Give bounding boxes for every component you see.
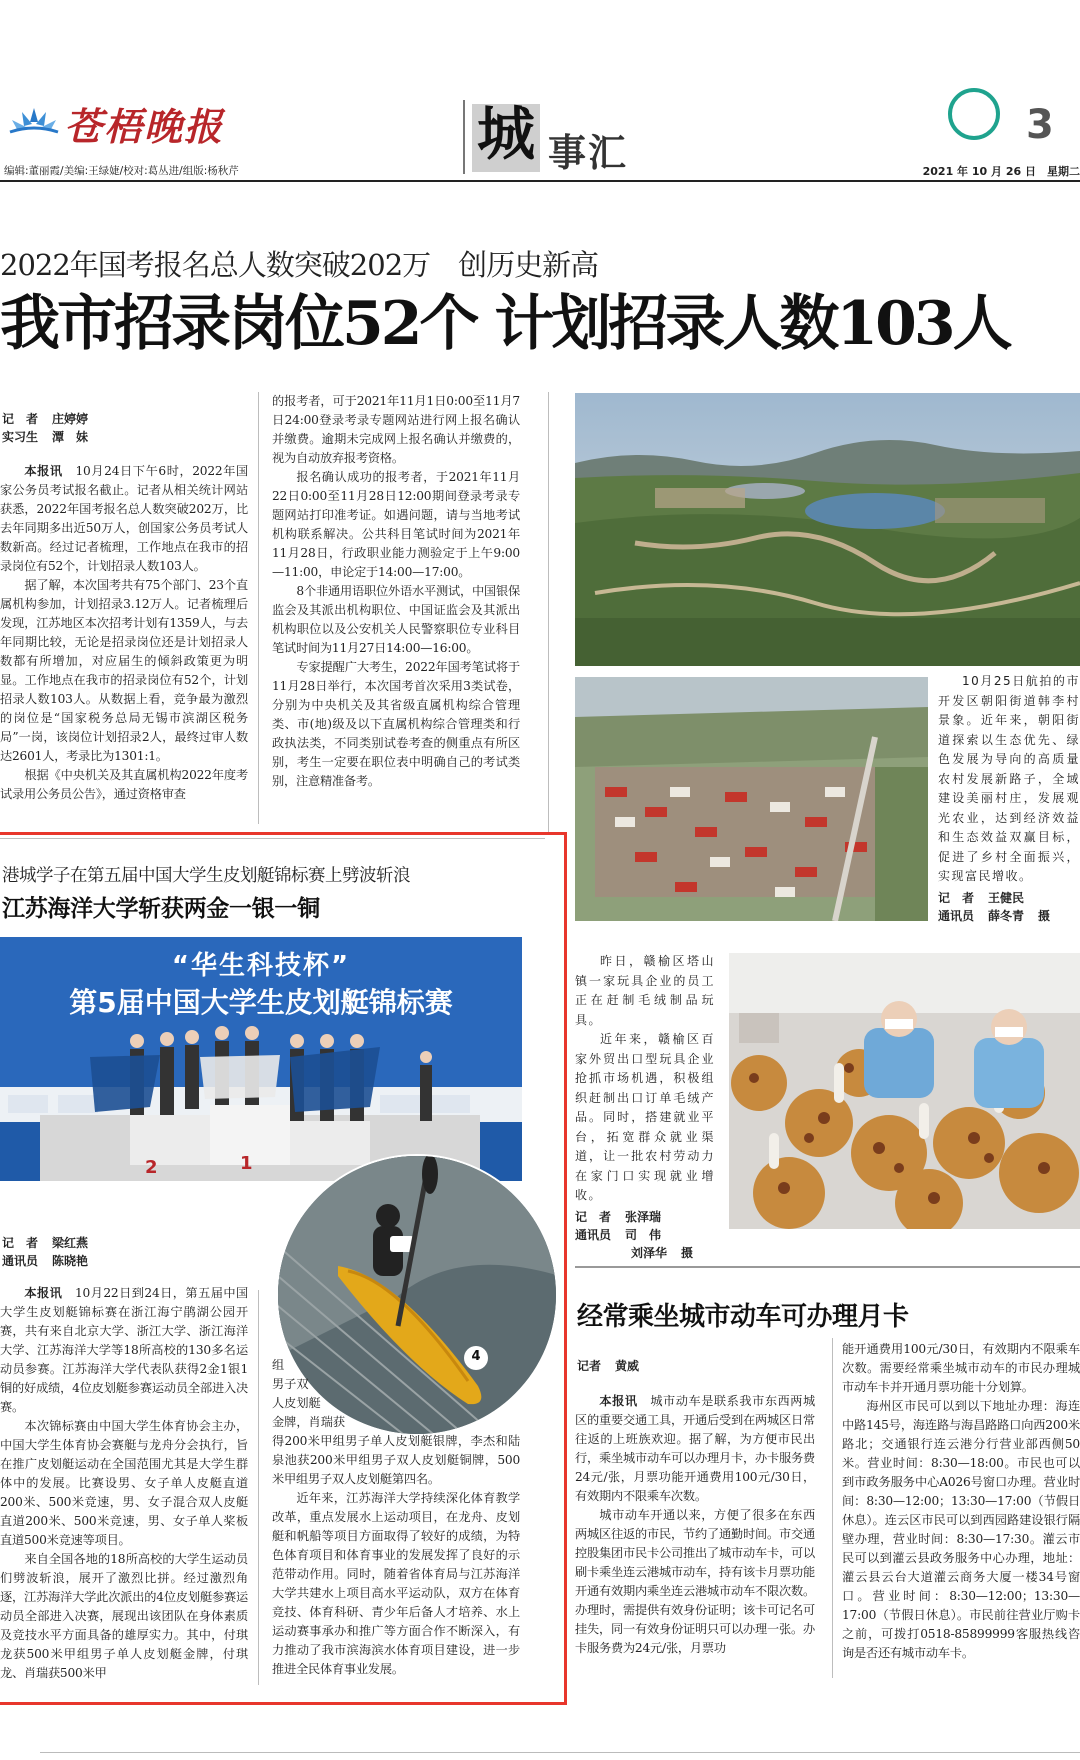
section-small: 事汇	[548, 130, 629, 175]
train-col2-para-1: 能开通费用100元/30日，有效期内不限乘车次数。需要经常乘坐城市动车的市民办理城市动车卡并开通月票功能十分划算。	[842, 1342, 1080, 1394]
award-ceremony-photo	[0, 937, 522, 1181]
sports-wrap-line-4: 金牌，肖瑞获	[272, 1415, 346, 1429]
lead-col2	[272, 392, 520, 791]
sports-wrap-line-3: 人皮划艇	[272, 1396, 321, 1410]
photo2-credit-reporter: 记 者 张泽瑞	[575, 1209, 662, 1224]
train-col2-para-2: 海州区市民可以到以下地址办理：海连中路145号，海连路与海昌路路口向西200米路北；交通银行连云港分行营业部西侧50米。营业时间：8:30—18:00。市民也可以到市政务服务中心A026号窗口办理。营业时间：8:30—12:00；13:30—17:00（节假日休息）。连云区市民可以到西园路建设银行隔壁办理，营业时间：8:30—17:30。灌云市民可以到灌云县政务服务中心办理，地址：灌云县云台大道灌云商务大厦一楼34号窗口。营业时间：8:30—12:00；13:30—17:00（节假日休息）。市民前往营业厅购卡之前，可拨打0518-85899999客服热线咨询是否还有城市动车卡。	[842, 1399, 1080, 1660]
lead-credit-intern: 实习生 潭 妹	[2, 430, 89, 444]
sports-subhead: 港城学子在第五届中国大学生皮划艇锦标赛上劈波斩浪	[2, 866, 410, 886]
boat-number: 4	[471, 1349, 481, 1364]
train-top-rule	[575, 1266, 1080, 1268]
banner-title-2: 第5届中国大学生皮划艇锦标赛	[69, 986, 453, 1019]
sports-wrap-line-1: 组	[272, 1358, 285, 1372]
column-rule-sports	[258, 1290, 259, 1685]
page-number: 3	[1026, 102, 1054, 148]
banner-title-1: “华生科技杯”	[171, 951, 351, 981]
photo1-caption-block	[938, 672, 1080, 925]
photo1-credit-correspondent: 通讯员 薛冬青 摄	[938, 908, 1051, 923]
section-divider-left	[463, 100, 465, 174]
lead-col1-para-2: 据了解，本次国考共有75个部门、23个直属机构参加，计划招录3.12万人。记者梳理后发现，江苏地区本次招考计划有1359人，与去年同期比较，无论是招录岗位还是计划招录人数都有所增加，对应届生的倾斜政策更为明显。工作地点在我市的招录岗位有52个，计划招录人数103人。从数据上看，竞争最为激烈的岗位是“国家税务总局无锡市滨湖区税务局”一岗，该岗位计划招录2人，最终过审人数达2601人，考录比为1301:1。	[0, 578, 248, 763]
train-credit: 记者 黄威	[577, 1359, 640, 1373]
sports-credit-reporter: 记 者 梁红燕	[2, 1236, 89, 1250]
lead-col1-para-1: 本报讯 10月24日下午6时，2022年国家公务员考试报名截止。记者从相关统计网站获悉，2022年国考报名总人数突破202万，比去年同期多出近50万人，创国家公务员考试人数新高。经过记者梳理，工作地点在我市的招录岗位有52个，计划招录人数103人。	[0, 464, 248, 573]
lead-col1	[0, 462, 248, 804]
photo2-credit-photographer: 刘泽华 摄	[631, 1245, 694, 1260]
podium-1-number: 1	[240, 1153, 253, 1174]
masthead	[0, 0, 1080, 185]
masthead-rule	[0, 180, 1080, 182]
issue-date: 2021 年 10 月 26 日 星期二	[922, 165, 1080, 178]
column-rule-2	[548, 392, 549, 832]
staff-line: 编辑:董丽霞/美编:王绿婕/校对:葛丛进/组版:杨秋芹	[4, 165, 239, 177]
sports-col1-para-2: 本次锦标赛由中国大学生体育协会主办，中国大学生体育协会赛艇与龙舟分会执行，旨在推广皮划艇运动在全国范围尤其是大学生群体中的发展。比赛设男、女子单人皮艇直道200米、500米竞速，男、女子混合双人皮艇直道200米、500米竞速，男、女子单人桨板直道500米竞速等项目。	[0, 1419, 248, 1547]
sports-credit-correspondent: 通讯员 陈晓艳	[2, 1254, 89, 1268]
sports-credits	[2, 1234, 242, 1270]
lead-col2-para-1: 的报考者，可于2021年11月1日0:00至11月7日24:00登录考录专题网站进行网上报名确认并缴费。逾期未完成网上报名确认并缴费的，视为自动放弃报考资格。	[272, 394, 520, 465]
page-bottom-rule	[40, 1752, 1080, 1753]
photo2-caption-p2: 近年来，赣榆区百家外贸出口型玩具企业抢抓市场机遇，积极组织赶制出口订单毛绒产品。同时，搭建就业平台，拓宽群众就业渠道，让一批农村劳动力在家门口实现就业增收。	[575, 1032, 715, 1202]
lead-col2-para-2: 报名确认成功的报考者，于2021年11月22日0:00至11月28日12:00期间登录考录专题网站打印准考证。如遇问题，请与当地考试机构联系解决。公共科目笔试时间为2021年11月28日，行政职业能力测验定于上午9:00—11:00，申论定于14:00—17:00。	[272, 470, 520, 579]
lead-col1-para-3: 根据《中央机关及其直属机构2022年度考试录用公务员公告》，通过资格审查	[0, 768, 248, 801]
column-rule-1	[258, 392, 259, 824]
photo1-caption: 10月25日航拍的市开发区朝阳街道韩李村景象。近年来，朝阳街道探索以生态优先、绿色发展为导向的高质量农村发展新路子，全域建设美丽村庄，发展观光农业，达到经济效益和生态效益双赢目标，促进了乡村全面振兴，实现富民增收。	[938, 674, 1080, 883]
toy-factory-photo	[729, 953, 1080, 1229]
lead-col2-para-4: 专家提醒广大考生，2022年国考笔试将于11月28日举行，本次国考首次采用3类试卷，分别为中央机关及其省级直属机构综合管理类、市(地)级及以下直属机构综合管理类和行政执法类，不同类别试卷考查的侧重点有所区别，考生一定要在职位表中明确自己的考试类别，注意精准备考。	[272, 660, 520, 788]
train-col1-para-2: 城市动车开通以来，方便了很多在东西两城区往返的市民，节约了通勤时间。市交通控股集团市民卡公司推出了城市动车卡，可以刷卡乘坐连云港城市动车，持有该卡月票功能开通有效期内乘坐连云港城市动车不限次数。办理时，需提供有效身份证明；该卡可记名可挂失，同一有效身份证明只可以办理一张。办卡服务费为24元/张，月票功	[575, 1508, 815, 1655]
aerial-lake-photo	[575, 393, 1080, 666]
sports-col1-para-3: 来自全国各地的18所高校的大学生运动员们劈波斩浪，展开了激烈比拼。经过激烈角逐，江苏海洋大学此次派出的4位皮划艇参赛运动员全部进入决赛，展现出该团队在身体素质及竞技水平方面具备的雄厚实力。其中，付琪龙获500米甲组男子单人皮划艇金牌，付琪龙、肖瑞获500米甲	[0, 1552, 248, 1680]
sports-col1	[0, 1284, 248, 1683]
sports-col2	[272, 1432, 520, 1679]
podium-2-number: 2	[145, 1157, 158, 1178]
aerial-lake-image	[575, 393, 1080, 666]
teal-circle-icon	[948, 88, 1000, 140]
sports-col2-para-1: 得200米甲组男子单人皮划艇银牌，李杰和陆泉池获200米甲组男子双人皮划艇铜牌，500米甲组男子双人皮划艇第四名。	[272, 1434, 520, 1486]
sports-col1-para-1: 本报讯 10月22日到24日，第五届中国大学生皮划艇锦标赛在浙江海宁鹃湖公园开赛，共有来自北京大学、浙江大学、浙江海洋大学、江苏海洋大学等18所高校的130多名运动员参赛。江苏海洋大学代表队获得2金1银1铜的好成绩，4位皮划艇参赛运动员全部进入决赛。	[0, 1286, 248, 1414]
lead-credit-reporter: 记 者 庄婷婷	[2, 412, 89, 426]
aerial-village-image	[575, 677, 928, 921]
photo1-credit-reporter: 记 者 王健民	[938, 890, 1025, 905]
photo2-credits	[575, 1208, 715, 1262]
toy-factory-image	[729, 953, 1080, 1229]
photo2-caption-block	[575, 952, 715, 1262]
sports-col2-para-2: 近年来，江苏海洋大学持续深化体育教学改革，重点发展水上运动项目，在龙舟、皮划艇和帆船等项目方面取得了较好的成绩，为特色体育项目和体育事业的发展发挥了良好的示范带动作用。同时，随着省体育局与江苏海洋大学共建水上项目高水平运动队，双方在体育竞技、体育科研、青少年后备人才培养、水上运动赛事承办和推广等方面合作不断深入，有力推动了我市滨海滨水体育项目建设，进一步推进全民体育事业发展。	[272, 1491, 520, 1676]
lead-credits	[2, 410, 247, 446]
paper-name: 苍梧晚报	[64, 104, 225, 149]
train-col1-para-1: 本报讯 城市动车是联系我市东西两城区的重要交通工具，开通后受到在两城区日常往返的上班族欢迎。据了解，为方便市民出行，乘坐城市动车可以办理月卡，办卡服务费24元/张，月票功能开通费用100元/30日，有效期内不限乘车次数。	[575, 1394, 815, 1503]
train-col1	[575, 1392, 815, 1658]
sports-headline: 江苏海洋大学斩获两金一银一铜	[2, 895, 320, 922]
sports-col2-wrap	[272, 1356, 362, 1432]
sports-wrap-line-2: 男子双	[272, 1377, 309, 1391]
newspaper-logo-icon	[8, 104, 60, 136]
train-col2	[842, 1340, 1080, 1663]
aerial-village-photo	[575, 677, 928, 921]
lead-subhead: 2022年国考报名总人数突破202万 创历史新高	[0, 248, 599, 282]
column-rule-train	[832, 1338, 833, 1678]
section-big-char: 城	[476, 100, 535, 168]
photo1-credits	[938, 889, 1080, 925]
photo2-credit-correspondent: 通讯员 司 伟	[575, 1227, 662, 1242]
train-headline: 经常乘坐城市动车可办理月卡	[577, 1302, 909, 1332]
lead-col2-para-3: 8个非通用语职位外语水平测试，中国银保监会及其派出机构职位、中国证监会及其派出机构职位以及公安机关人民警察职位专业科目笔试时间为11月27日14:00—16:00。	[272, 584, 520, 655]
photo2-caption-p1: 昨日，赣榆区塔山镇一家玩具企业的员工正在赶制毛绒制品玩具。	[575, 954, 715, 1027]
lead-headline: 我市招录岗位52个 计划招录人数103人	[0, 289, 1010, 359]
